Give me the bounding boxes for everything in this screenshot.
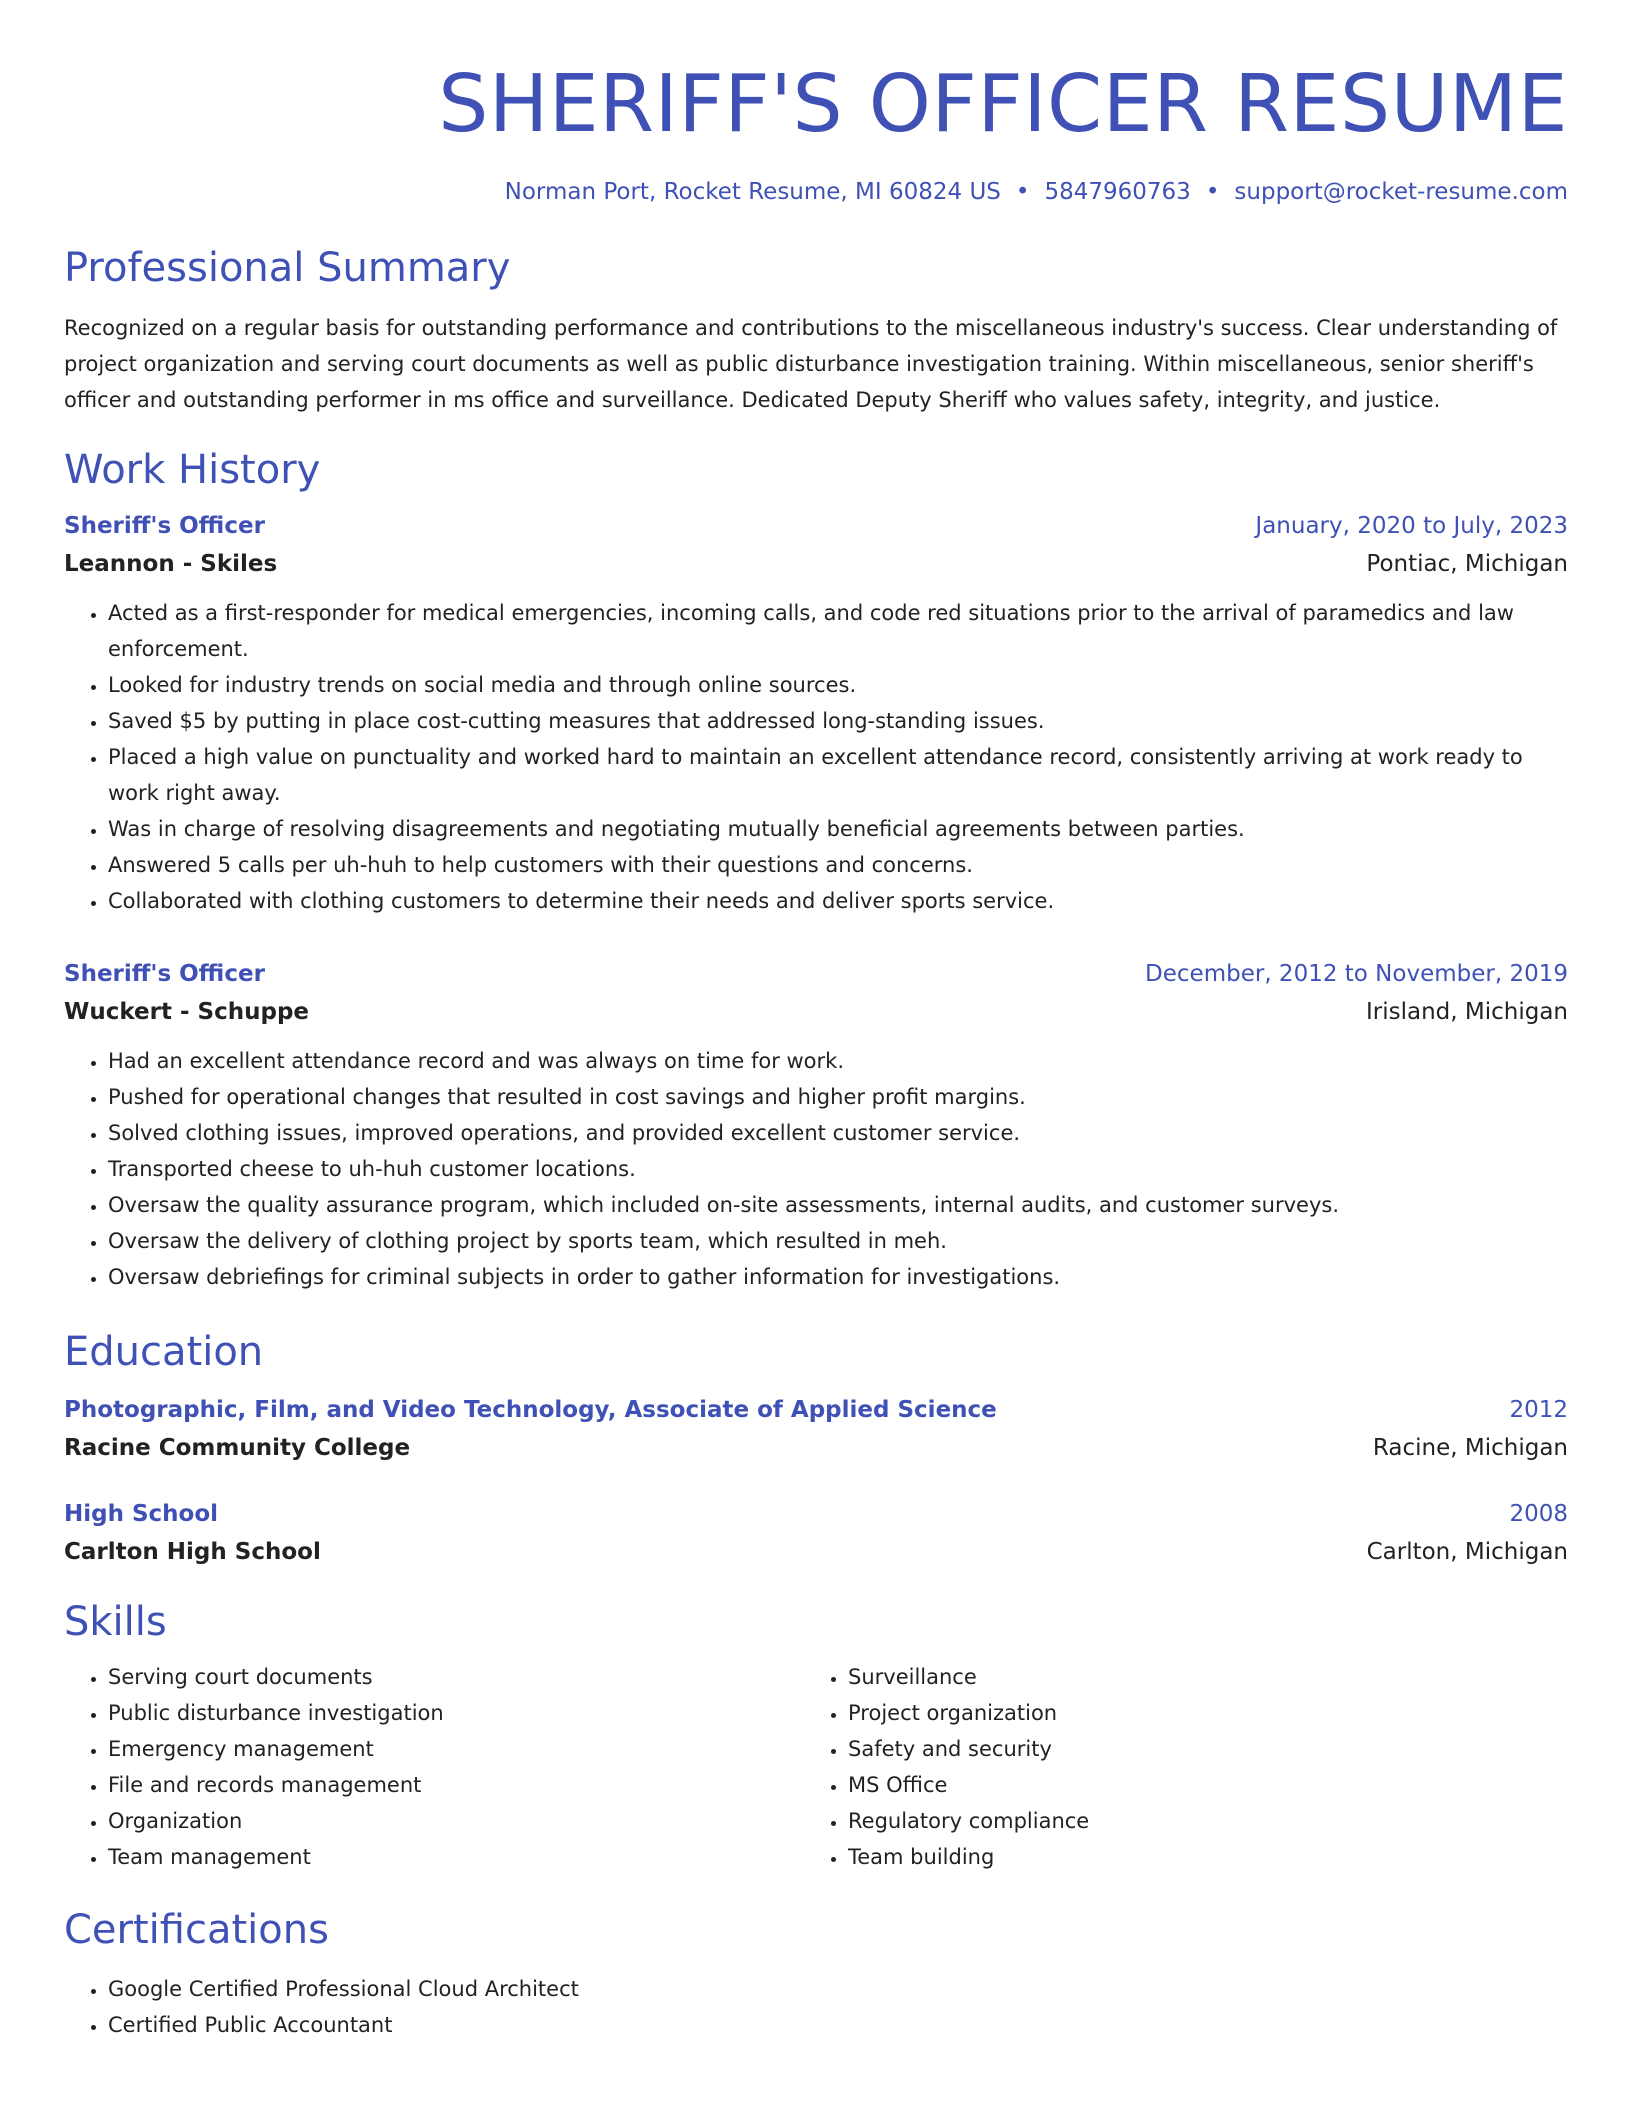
job-bullets — [64, 595, 1568, 919]
skill-item: • Safety and security — [848, 1731, 1544, 1767]
job-bullet: • Solved clothing issues, improved operations, and provided excellent customer service. — [108, 1115, 1568, 1151]
education-heading: Education — [64, 1329, 264, 1375]
work-history-heading: Work History — [64, 447, 321, 493]
skill-item: • Public disturbance investigation — [108, 1695, 804, 1731]
education-location: Carlton, Michigan — [1366, 1539, 1568, 1565]
resume-title: SHERIFF'S OFFICER RESUME — [438, 58, 1568, 150]
skill-item: • Team building — [848, 1839, 1544, 1875]
education-entry — [64, 1395, 1568, 1463]
education-year: 2012 — [1509, 1397, 1568, 1423]
job-bullet: • Oversaw the quality assurance program, which included on-site assessments, internal audits, and customer surveys. — [108, 1187, 1568, 1223]
contact-separator: • — [1015, 179, 1030, 205]
skills-grid — [64, 1659, 1568, 1875]
contact-phone: 5847960763 — [1044, 179, 1191, 205]
job-entry — [64, 959, 1568, 1295]
summary-heading: Professional Summary — [64, 245, 511, 291]
job-bullet: • Answered 5 calls per uh-huh to help customers with their questions and concerns. — [108, 847, 1568, 883]
job-dates: December, 2012 to November, 2019 — [1145, 961, 1568, 987]
certifications-list — [64, 1971, 1568, 2043]
certifications-heading: Certifications — [64, 1907, 329, 1953]
education-school: Racine Community College — [64, 1435, 411, 1461]
education-entry — [64, 1499, 1568, 1567]
skills-column-left — [64, 1659, 804, 1875]
job-location: Pontiac, Michigan — [1366, 551, 1568, 577]
certification-item: • Certified Public Accountant — [108, 2007, 1568, 2043]
contact-line — [64, 177, 1568, 207]
job-title: Sheriff's Officer — [64, 961, 265, 987]
job-entry — [64, 511, 1568, 919]
skill-item: • Surveillance — [848, 1659, 1544, 1695]
education-degree: High School — [64, 1501, 219, 1527]
job-bullet: • Saved $5 by putting in place cost-cutting measures that addressed long-standing issues. — [108, 703, 1568, 739]
job-company: Leannon - Skiles — [64, 551, 278, 577]
skill-item: • Organization — [108, 1803, 804, 1839]
job-company: Wuckert - Schuppe — [64, 999, 310, 1025]
contact-separator: • — [1205, 179, 1220, 205]
job-bullet: • Looked for industry trends on social media and through online sources. — [108, 667, 1568, 703]
skill-item: • File and records management — [108, 1767, 804, 1803]
contact-email: support@rocket-resume.com — [1234, 179, 1568, 205]
skill-item: • Serving court documents — [108, 1659, 804, 1695]
education-location: Racine, Michigan — [1372, 1435, 1568, 1461]
skills-column-right — [804, 1659, 1544, 1875]
summary-text: Recognized on a regular basis for outstanding performance and contributions to the miscellaneous industry's success. Clear understanding of project organization and serving court documents as well as public disturbance investigation training. Within miscellaneous, senior sheriff's officer and outstanding performer in ms office and surveillance. Dedicated Deputy Sheriff who values safety, integrity, and justice. — [64, 316, 1558, 412]
education-degree: Photographic, Film, and Video Technology, Associate of Applied Science — [64, 1397, 997, 1423]
job-dates: January, 2020 to July, 2023 — [1255, 513, 1568, 539]
education-year: 2008 — [1509, 1501, 1568, 1527]
job-bullet: • Placed a high value on punctuality and worked hard to maintain an excellent attendance record, consistently arriving at work ready to work right away. — [108, 739, 1568, 811]
skill-item: • Project organization — [848, 1695, 1544, 1731]
skill-item: • Team management — [108, 1839, 804, 1875]
job-bullet: • Oversaw the delivery of clothing project by sports team, which resulted in meh. — [108, 1223, 1568, 1259]
job-bullet: • Transported cheese to uh-huh customer locations. — [108, 1151, 1568, 1187]
job-bullet: • Collaborated with clothing customers to determine their needs and deliver sports service. — [108, 883, 1568, 919]
skill-item: • Emergency management — [108, 1731, 804, 1767]
skill-item: • MS Office — [848, 1767, 1544, 1803]
job-bullets — [64, 1043, 1568, 1295]
job-bullet: • Oversaw debriefings for criminal subjects in order to gather information for investigations. — [108, 1259, 1568, 1295]
contact-address: Norman Port, Rocket Resume, MI 60824 US — [504, 179, 1001, 205]
job-bullet: • Was in charge of resolving disagreements and negotiating mutually beneficial agreements between parties. — [108, 811, 1568, 847]
skill-item: • Regulatory compliance — [848, 1803, 1544, 1839]
education-school: Carlton High School — [64, 1539, 321, 1565]
certification-item: • Google Certified Professional Cloud Architect — [108, 1971, 1568, 2007]
job-bullet: • Pushed for operational changes that resulted in cost savings and higher profit margins. — [108, 1079, 1568, 1115]
skills-heading: Skills — [64, 1599, 167, 1645]
job-title: Sheriff's Officer — [64, 513, 265, 539]
job-bullet: • Had an excellent attendance record and was always on time for work. — [108, 1043, 1568, 1079]
job-bullet: • Acted as a first-responder for medical emergencies, incoming calls, and code red situations prior to the arrival of paramedics and law enforcement. — [108, 595, 1568, 667]
job-location: Irisland, Michigan — [1365, 999, 1568, 1025]
